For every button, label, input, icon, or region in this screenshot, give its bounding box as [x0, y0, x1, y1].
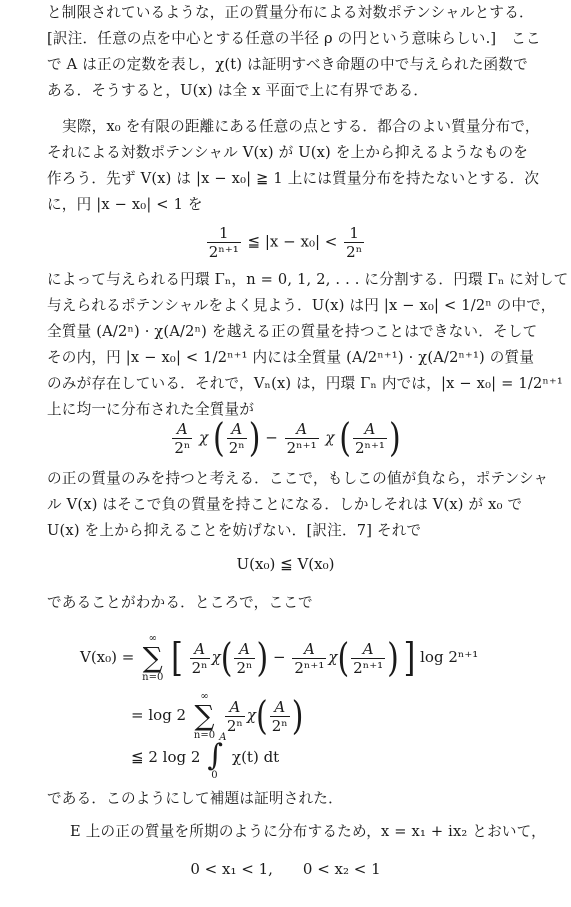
denominator: 2ⁿ [174, 439, 191, 457]
text-line: 作ろう．先ず V(x) は |x − x₀| ≧ 1 上には質量分布を持たないとする．次 [47, 170, 540, 187]
equation-domain: 0 < x₁ < 1, 0 < x₂ < 1 [190, 860, 381, 878]
two-log-two: 2 log 2 [148, 748, 201, 766]
denominator: 2ⁿ [226, 716, 243, 735]
numerator: A [362, 639, 374, 658]
fraction [292, 640, 326, 677]
inequality: ≦ |x − x₀| < [247, 232, 338, 251]
minus-sign: − [265, 428, 278, 447]
numerator: A [364, 420, 376, 438]
denominator: 2ⁿ [228, 439, 245, 457]
text-line: によって与えられる円環 Γₙ，n = 0, 1, 2, . . . に分割する．円環 Γₙ に対して [47, 271, 569, 288]
text-line: U(x) を上から抑えることを妨げない．[訳注．7] それで [47, 522, 422, 539]
denominator: 2ⁿ⁺¹ [208, 243, 239, 261]
text-line: であることがわかる．ところで，ここで [47, 594, 313, 611]
chi-symbol: χ [199, 428, 209, 447]
text-line: ル V(x) はそこで負の質量を持ことになる．しかしそれは V(x) が x₀ で [47, 496, 523, 513]
summation: ∞ ∑ n=0 [142, 633, 164, 683]
numerator: A [229, 697, 241, 716]
fraction [190, 640, 210, 677]
integral-upper: A [219, 732, 227, 743]
equation-mass-difference: $\frac{A}{\text{2ⁿ}}$ χ ( $\frac{A}{\text{2ⁿ}}$ ) − $\frac{A}{\text{2ⁿ⁺¹}}$ χ ( $\frac{A}{\text{2ⁿ⁺¹}}$ ) [174, 415, 401, 462]
chi-symbol: χ [325, 428, 335, 447]
text-line: のみが存在している．それで，Vₙ(x) は，円環 Γₙ 内では，|x − x₀| = 1/2ⁿ⁺¹ [47, 375, 563, 392]
text-line: の正の質量のみを持つと考える．ここで，もしこの値が負なら，ポテンシャ [47, 470, 549, 487]
numerator: A [231, 420, 243, 438]
denominator: 2ⁿ [191, 658, 208, 677]
numerator: A [176, 420, 188, 438]
log-two: log 2 [148, 706, 187, 724]
numerator: A [303, 639, 315, 658]
chi-symbol: χ [246, 706, 256, 724]
text-line: である．このようにして補題は証明された． [47, 790, 343, 807]
sum-lower: n=0 [142, 672, 164, 683]
le-sign: ≦ [131, 748, 144, 766]
fraction [351, 640, 385, 677]
text-line: 実際，x₀ を有限の距離にある任意の点とする．都合のよい質量分布で， [62, 118, 540, 135]
text-line: ある．そうすると，U(x) は全 x 平面で上に有界である． [47, 82, 429, 99]
text-line: と制限されているような，正の質量分布による対数ポテンシャルとする． [47, 4, 534, 21]
fraction [344, 224, 364, 261]
denominator: 2ⁿ⁺¹ [286, 439, 317, 457]
text-line: に，円 |x − x₀| < 1 を [47, 196, 203, 213]
summation: ∞ ∑ n=0 [193, 691, 216, 741]
lhs: V(x₀) = [80, 648, 135, 666]
text-line: で A は正の定数を表し，χ(t) は証明すべき命題の中で与えられた函数で [47, 56, 528, 73]
equation-potential-bound: U(x₀) ≦ V(x₀) [236, 555, 335, 573]
text-line: 上に均一に分布された全質量が [47, 401, 255, 418]
denominator: 2ⁿ [346, 243, 363, 261]
denominator: 2ⁿ⁺¹ [353, 658, 384, 677]
denominator: 2ⁿ [271, 716, 288, 735]
fraction [207, 224, 241, 261]
fraction [227, 420, 247, 457]
equals-sign: = [131, 706, 144, 724]
numerator: 1 [207, 224, 241, 243]
text-line: その内，円 |x − x₀| < 1/2ⁿ⁺¹ 内には全質量 (A/2ⁿ⁺¹) · χ(A/2ⁿ⁺¹) の質量 [47, 349, 535, 366]
chi-symbol: χ [211, 648, 221, 666]
text-line: E 上の正の質量を所期のように分布するため，x = x₁ + ix₂ とおいて， [70, 823, 546, 840]
numerator: A [239, 639, 250, 658]
sum-upper: ∞ [200, 691, 209, 702]
denominator: 2ⁿ⁺¹ [294, 658, 325, 677]
integral: ∫ A 0 [207, 732, 227, 781]
text-line: それによる対数ポテンシャル V(x) が U(x) を上から抑えるようなものを [47, 144, 529, 161]
fraction [225, 698, 245, 735]
numerator: 1 [344, 224, 364, 243]
minus-sign: − [273, 648, 286, 666]
log-term: log 2ⁿ⁺¹ [420, 648, 479, 666]
equation-annulus-bounds [0, 224, 571, 261]
denominator: 2ⁿ [236, 658, 253, 677]
integrand: χ(t) dt [231, 748, 280, 766]
numerator: A [194, 639, 206, 658]
derivation-line-2: = log 2 ∞ ∑ n=0 $\frac{A}{\text{2ⁿ}}$ χ( $\frac{A}{\text{2ⁿ}}$ ) [131, 691, 304, 741]
numerator: A [296, 420, 308, 438]
integral-lower: 0 [211, 770, 218, 781]
derivation-line-1: V(x₀) = ∞ ∑ n=0 [ $\frac{A}{\text{2ⁿ}}$ χ( $\frac{A}{\text{2ⁿ}}$ ) − $\frac{A}{\text{2ⁿ⁺¹}}$ χ( $\frac{A}{\text{2ⁿ⁺¹}}$ ) ] log 2ⁿ⁺¹ [80, 633, 479, 683]
text-line: 全質量 (A/2ⁿ) · χ(A/2ⁿ) を越える正の質量を持つことはできない．そして [47, 323, 538, 340]
fraction [285, 420, 319, 457]
fraction [172, 420, 192, 457]
text-line: 与えられるポテンシャルをよく見よう．U(x) は円 |x − x₀| < 1/2ⁿ の中で， [47, 297, 556, 314]
sum-lower: n=0 [193, 730, 216, 741]
text-line: [訳注．任意の点を中心とする任意の半径 ρ の円という意味らしい.] ここ [47, 30, 541, 47]
fraction [234, 640, 254, 677]
denominator: 2ⁿ⁺¹ [354, 439, 385, 457]
fraction [270, 698, 290, 735]
sum-upper: ∞ [148, 633, 157, 644]
fraction [353, 420, 387, 457]
numerator: A [274, 697, 286, 716]
chi-symbol: χ [328, 648, 338, 666]
